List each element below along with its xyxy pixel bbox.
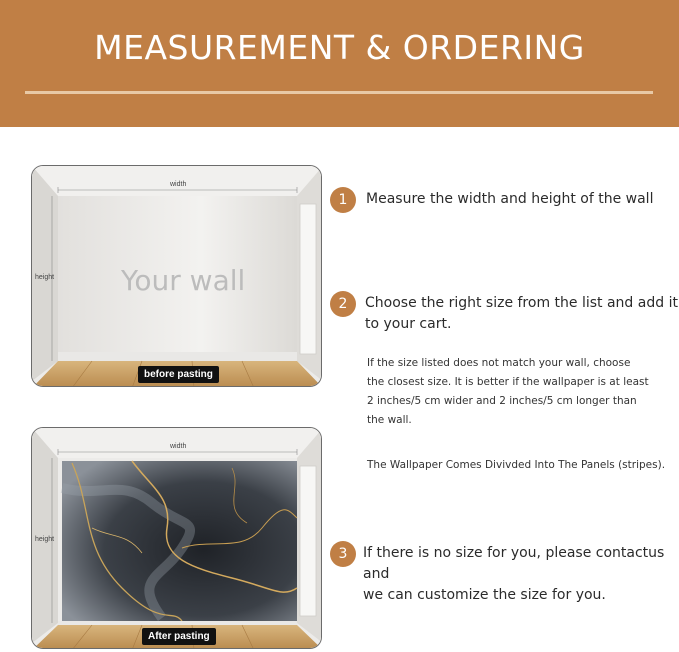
- step-3-line-1: If there is no size for you, please contactus and: [363, 545, 665, 582]
- before-pasting-badge: before pasting: [138, 366, 219, 383]
- size-note-line-2: the closest size. It is better if the wallpaper is at least: [367, 376, 649, 388]
- step-1-text: [366, 189, 653, 210]
- after-room-image: [31, 427, 322, 649]
- step-2-line-1: Choose the right size from the list and add it: [365, 295, 678, 311]
- after-pasting-badge: After pasting: [142, 628, 216, 645]
- width-label: width: [170, 443, 187, 450]
- step-3-number: 3: [330, 541, 356, 567]
- size-note-line-3: 2 inches/5 cm wider and 2 inches/5 cm longer than: [367, 395, 637, 407]
- your-wall-text: Your wall: [121, 264, 246, 297]
- step-3-text: [363, 543, 679, 606]
- step-2-line-2: to your cart.: [365, 316, 452, 332]
- header-banner: [0, 0, 679, 127]
- step-2-text: [365, 293, 678, 335]
- size-note-line-1: If the size listed does not match your wall, choose: [367, 357, 631, 369]
- before-room-image: [31, 165, 322, 387]
- step-1-line-1: Measure the width and height of the wall: [366, 191, 654, 207]
- width-label: width: [170, 181, 187, 188]
- after-room-drawing: [32, 428, 322, 649]
- size-note-line-4: the wall.: [367, 414, 412, 426]
- size-note: [367, 354, 649, 430]
- height-label: height: [35, 536, 55, 543]
- step-3-line-2: we can customize the size for you.: [363, 587, 606, 603]
- panels-note: The Wallpaper Comes Divivded Into The Panels (stripes).: [367, 459, 666, 471]
- step-1-number: 1: [330, 187, 356, 213]
- step-2-number: 2: [330, 291, 356, 317]
- page-title: MEASUREMENT & ORDERING: [94, 28, 585, 67]
- height-label: height: [35, 274, 55, 281]
- header-divider: [25, 91, 653, 94]
